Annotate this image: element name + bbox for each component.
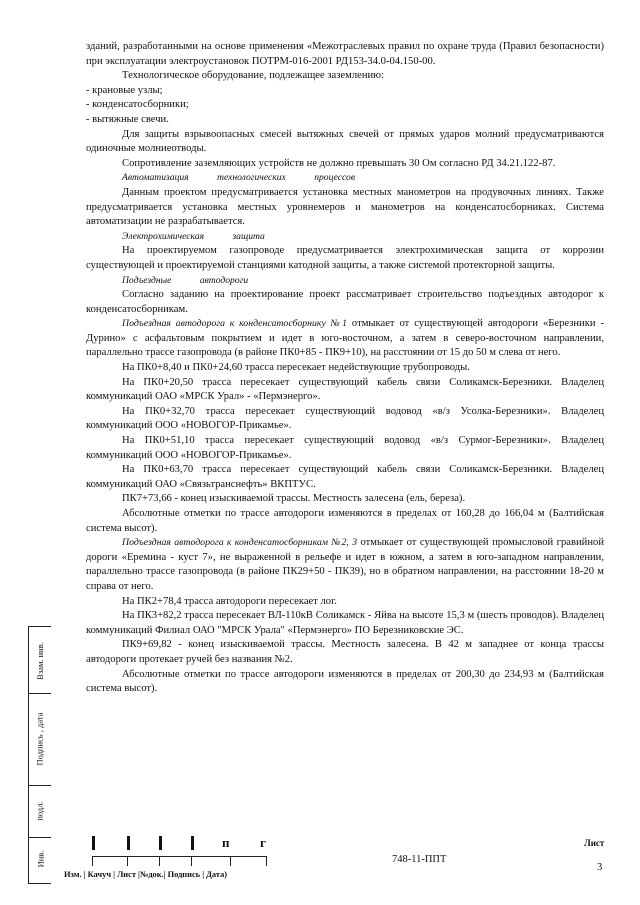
paragraph: На проектируемом газопроводе предусматривается электрохимическая защита от коррозии существующей и проектируемой станциями катодной защиты, а также системой протекторной защиты. (86, 245, 604, 271)
paragraph: На ПК0+32,70 трасса пересекает существующий водовод «в/з Усолка-Березники». Владелец коммуникаций ООО «НОВОГОР-Прикамье». (86, 405, 604, 432)
mark-glyph: г (260, 835, 266, 850)
paragraph: Абсолютные отметки по трассе автодороги изменяются в пределах от 200,30 до 234,93 м (Балтийская система высот). (86, 668, 604, 695)
mark-bar (191, 836, 194, 850)
stamp-divider (29, 785, 51, 786)
paragraph-text: отмыкает от существующей автодороги «Березники - Дурино» с асфальтовым покрытием и идет в юго-восточном, а затем в северо-восточном направлении, параллельно трассе газопровода (в районе ПК0+85 - ПК9+10), на расстоянии от 15 до 50 м слева от него. (86, 318, 604, 359)
section-heading: Электрохимическая защита (122, 230, 265, 242)
paragraph: Для защиты взрывоопасных смесей вытяжных свечей от прямых ударов молний предусматриваются одиночные молниеотводы. (86, 128, 604, 155)
mark-bar (159, 836, 162, 850)
paragraph-text: отмыкает от существующей промысловой гравийной дороги «Еремина - куст 7», не выраженной в рельефе и идет в южном, а затем в юго-западном направлении, параллельно трассе газопровода (в районе ПК29+50 - ПК39), но в обратном направлении, на расстоянии 18-20 м справа от него. (86, 537, 604, 592)
paragraph: ПК9+69,82 - конец изыскиваемой трассы. Местность залесена. В 42 м западнее от конца трассы автодороги протекает ручей без названия №2. (86, 639, 604, 665)
sheet-label: Лист (584, 838, 605, 848)
title-block-marks (92, 836, 282, 852)
sheet-number: 3 (597, 862, 603, 873)
stamp-podpis-data: Подпись , дата (35, 712, 45, 766)
stamp-podl: подл. (35, 801, 45, 821)
section-heading: Автоматизация технологических процессов (122, 172, 355, 184)
list-item: - конденсатосборники; (86, 99, 189, 111)
section-heading: Подъездные автодороги (122, 274, 249, 286)
paragraph: зданий, разработанными на основе применения «Межотраслевых правил по охране труда (Правил безопасности) при эксплуатации электроустановок ПОТРМ-016-2001 РД153-34.0-04.150-00. (86, 41, 604, 67)
mark-glyph: п (222, 835, 230, 850)
paragraph: На ПК2+78,4 трасса автодороги пересекает лог. (122, 595, 337, 607)
paragraph: Согласно заданию на проектирование проект рассматривает строительство подъездных автодорог к конденсатосборникам. (86, 289, 604, 315)
paragraph: На ПК0+20,50 трасса пересекает существующий кабель связи Соликамск-Березники. Владелец коммуникаций ОАО «МРСК Урал» - «Пермэнерго». (86, 376, 604, 403)
paragraph (86, 536, 604, 594)
list-item: - крановые узлы; (86, 84, 163, 96)
stamp-divider (29, 837, 51, 838)
mark-bar (92, 836, 95, 850)
document-code: 748-11-ППТ (392, 854, 447, 865)
paragraph: На ПК0+8,40 и ПК0+24,60 трасса пересекает недействующие трубопроводы. (122, 362, 470, 374)
side-stamp (28, 626, 51, 884)
paragraph: На ПК0+63,70 трасса пересекает существующий кабель связи Соликамск-Березники. Владелец коммуникаций ОАО «Связьтранснефть» ВКПТУС. (86, 464, 604, 490)
paragraph: Сопротивление заземляющих устройств не должно превышать 30 Ом согласно РД 34.21.122-87. (122, 157, 556, 169)
inline-heading: Подъездная автодорога к конденсатосборнику №1 (122, 318, 347, 330)
document-body (86, 40, 604, 697)
paragraph: На ПК0+51,10 трасса пересекает существующий водовод «в/з Сурмог-Березники». Владелец коммуникаций ООО «НОВОГОР-Прикамье». (86, 435, 604, 461)
paragraph: Абсолютные отметки по трассе автодороги изменяются в пределах от 160,28 до 166,04 м (Балтийская система высот). (86, 508, 604, 534)
paragraph: На ПК3+82,2 трасса пересекает ВЛ-110кВ Соликамск - Яйва на высоте 15,3 м (шесть проводов). Владелец коммуникаций Филиал ОАО "МРСК Урала" «Пермэнерго» ПО Березниковские ЭС. (86, 610, 604, 636)
list-item: - вытяжные свечи. (86, 113, 169, 125)
paragraph: ПК7+73,66 - конец изыскиваемой трассы. Местность залесена (ель, береза). (122, 493, 466, 505)
stamp-inv: Инв. (34, 850, 45, 868)
title-block-ticks (92, 856, 267, 866)
paragraph: Технологическое оборудование, подлежащее заземлению: (122, 70, 385, 82)
title-block-columns: Изм. | Качуч | Лист |№док.| Подпись | Дата) (64, 870, 228, 879)
stamp-divider (29, 693, 51, 694)
paragraph (86, 317, 604, 361)
paragraph: Данным проектом предусматривается установка местных манометров на продувочных линиях. Также предусматривается установка местных уровнемеров и манометров на конденсатосборниках. Система автоматизации не разрабатывается. (86, 186, 604, 228)
mark-bar (127, 836, 130, 850)
inline-heading: Подъездная автодорога к конденсатосборникам №2, 3 (122, 537, 357, 549)
stamp-vzam-inv: Взам. инв. (35, 642, 46, 680)
